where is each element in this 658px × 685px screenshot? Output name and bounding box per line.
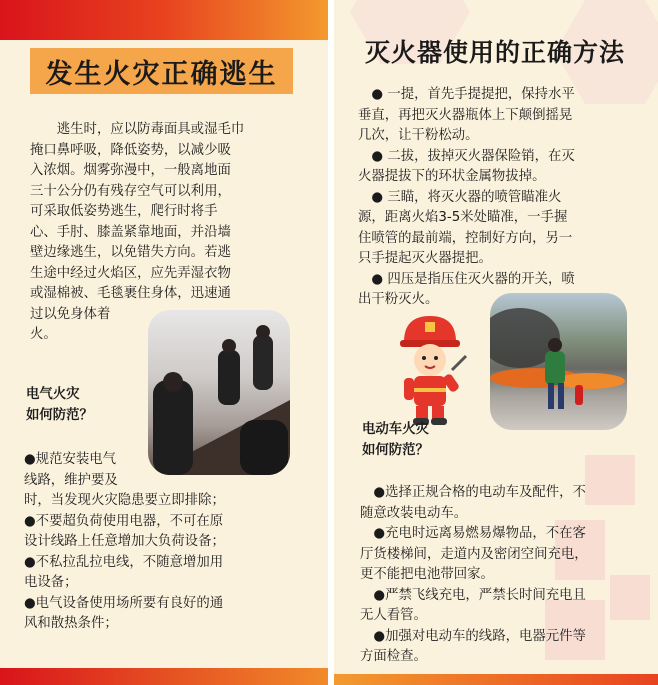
ebike-fire-heading — [362, 420, 429, 461]
heading-line: 电动车火灾 — [362, 422, 429, 437]
text-line: 更不能把电池带回家。 — [360, 567, 494, 582]
text-line: 厅货楼梯间，走道内及密闭空间充电， — [360, 546, 588, 562]
ebike-fire-tips — [360, 483, 652, 668]
text-line: ●加强对电动车的线路，电器元件等 — [360, 628, 586, 644]
text-line: ● 三瞄，将灭火器的喷管瞄准火 — [358, 189, 562, 205]
text-line: ● 二拔，拔掉灭火器保险销，在灭 — [358, 148, 575, 164]
heading-line: 如何防范？ — [26, 407, 93, 423]
text-line: 或湿棉被、毛毯裹住身体，迅速通 — [30, 286, 231, 301]
text-line: 入浓烟。烟雾弥漫中，一般离地面 — [30, 163, 231, 178]
text-line: 电设备； — [24, 575, 78, 590]
text-line: 源，距离火焰3-5米处瞄准，一手握 — [358, 210, 568, 225]
text-line: 无人看管。 — [360, 608, 427, 623]
text-line: ●严禁飞线充电，严禁长时间充电且 — [360, 587, 586, 603]
heading-line: 如何防范？ — [362, 442, 429, 458]
electric-fire-tips — [24, 450, 304, 635]
text-line: 火。 — [30, 327, 57, 342]
text-line: ●电气设备使用场所要有良好的通 — [24, 595, 224, 611]
fold-divider — [328, 0, 334, 685]
text-line: 火器提拔下的环状金属物拔掉。 — [358, 169, 546, 184]
text-line: ●不要超负荷使用电器，不可在原 — [24, 513, 224, 529]
text-line: 掩口鼻呼吸，降低姿势，以减少吸 — [30, 142, 231, 158]
text-line: 垂直，再把灭火器瓶体上下颠倒摇晃 — [358, 107, 573, 123]
text-line: 几次，让干粉松动。 — [358, 128, 479, 143]
extinguisher-steps — [358, 85, 650, 311]
text-line: 三十公分仍有残存空气可以利用， — [30, 183, 231, 199]
left-bottom-banner — [0, 668, 328, 685]
text-line: ●选择正规合格的电动车及配件，不 — [360, 485, 586, 500]
text-line: 可采取低姿势逃生，爬行时将手 — [30, 204, 218, 219]
text-line: ●充电时远离易燃易爆物品，不在客 — [360, 526, 586, 541]
text-line: 风和散热条件； — [24, 616, 118, 631]
text-line: ●规范安装电气 — [24, 452, 117, 467]
right-bottom-banner — [334, 674, 658, 685]
text-line: 住喷管的最前端，控制好方向，另一 — [358, 230, 573, 246]
text-line: 线路，维护要及 — [24, 472, 118, 488]
text-line: 逃生时，应以防毒面具或湿毛巾 — [30, 122, 245, 137]
text-line: 随意改装电动车。 — [360, 505, 468, 521]
text-line: ●不私拉乱拉电线，不随意增加用 — [24, 554, 224, 570]
text-line: 心、手肘、膝盖紧靠地面，并沿墙 — [30, 224, 231, 240]
text-line: 出干粉灭火。 — [358, 292, 439, 307]
extinguisher-title: 灭火器使用的正确方法 — [364, 38, 625, 67]
text-line: ● 一提，首先手提提把，保持水平 — [358, 87, 575, 102]
text-line: 设计线路上任意增加大负荷设备； — [24, 534, 225, 549]
text-line: 方面检查。 — [360, 649, 427, 664]
electric-fire-heading — [26, 385, 93, 426]
firefighter-mascot-icon — [390, 308, 470, 428]
text-line: 过以免身体着 — [30, 306, 111, 322]
extinguisher-photo — [490, 293, 627, 430]
text-line: 壁边缘逃生，以免错失方向。若逃 — [30, 245, 231, 260]
left-top-banner — [0, 0, 328, 40]
escape-title: 发生火灾正确逃生 — [30, 48, 293, 94]
text-line: 只手提起灭火器提把。 — [358, 251, 492, 266]
text-line: ● 四压是指压住灭火器的开关，喷 — [358, 271, 575, 287]
text-line: 生途中经过火焰区，应先弄湿衣物 — [30, 265, 231, 281]
text-line: 时，当发现火灾隐患要立即排除； — [24, 493, 225, 508]
heading-line: 电气火灾 — [26, 387, 80, 402]
